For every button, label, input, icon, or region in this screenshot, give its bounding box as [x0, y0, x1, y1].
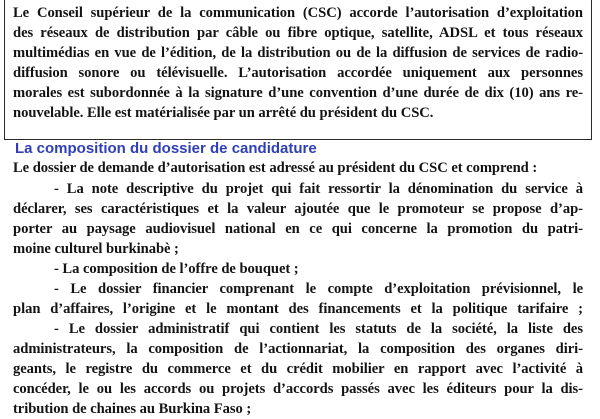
- body-line: - Le dossier administratif qui contient les statuts de la société, la liste des: [54, 321, 583, 337]
- box-line: des réseaux de distribution par câble ou fibre optique, satellite, ADSL et tous réseaux: [13, 25, 583, 41]
- body-line: plan d’affaires, l’origine et le montant des financements et la politique tarifaire ;: [13, 301, 583, 317]
- box-line: multimédias en vue de l’édition, de la distribution ou de la diffusion de services de radio-: [13, 45, 583, 61]
- section-title: La composition du dossier de candidature: [15, 140, 317, 157]
- body-line: déclarer, ses caractéristiques et la valeur ajoutée que le promoteur se propose d’ap-: [13, 201, 583, 217]
- body-line: tribution de chaines au Burkina Faso ;: [13, 401, 252, 417]
- body-line: administrateurs, la composition de l’actionnariat, la composition des organes diri-: [13, 341, 583, 357]
- box-line: Le Conseil supérieur de la communication (CSC) accorde l’autorisation d’exploitation: [13, 5, 583, 21]
- body-line: moine culturel burkinabè ;: [13, 241, 179, 257]
- body-line: porter au paysage audiovisuel national en ce qui concerne la promotion du patri-: [13, 221, 583, 237]
- body-line: geants, le registre du commerce et du crédit mobilier en rapport avec l’activité à: [13, 361, 583, 377]
- body-line: - Le dossier financier comprenant le compte d’exploitation prévisionnel, le: [54, 281, 583, 297]
- body-line: concéder, le ou les accords ou projets d’accords passés avec les éditeurs pour la dis-: [13, 381, 583, 397]
- body-line: Le dossier de demande d’autorisation est adressé au président du CSC et comprend :: [13, 160, 538, 176]
- body-line: - La composition de l’offre de bouquet ;: [54, 261, 299, 277]
- box-line: morales est subordonnée à la signature d’une convention d’une durée de dix (10) ans re-: [13, 85, 583, 101]
- box-line: nouvelable. Elle est matérialisée par un arrêté du président du CSC.: [13, 105, 434, 121]
- box-line: diffusion sonore ou télévisuelle. L’autorisation accordée uniquement aux personnes: [13, 65, 583, 81]
- body-line: - La note descriptive du projet qui fait ressortir la dénomination du service à: [54, 181, 583, 197]
